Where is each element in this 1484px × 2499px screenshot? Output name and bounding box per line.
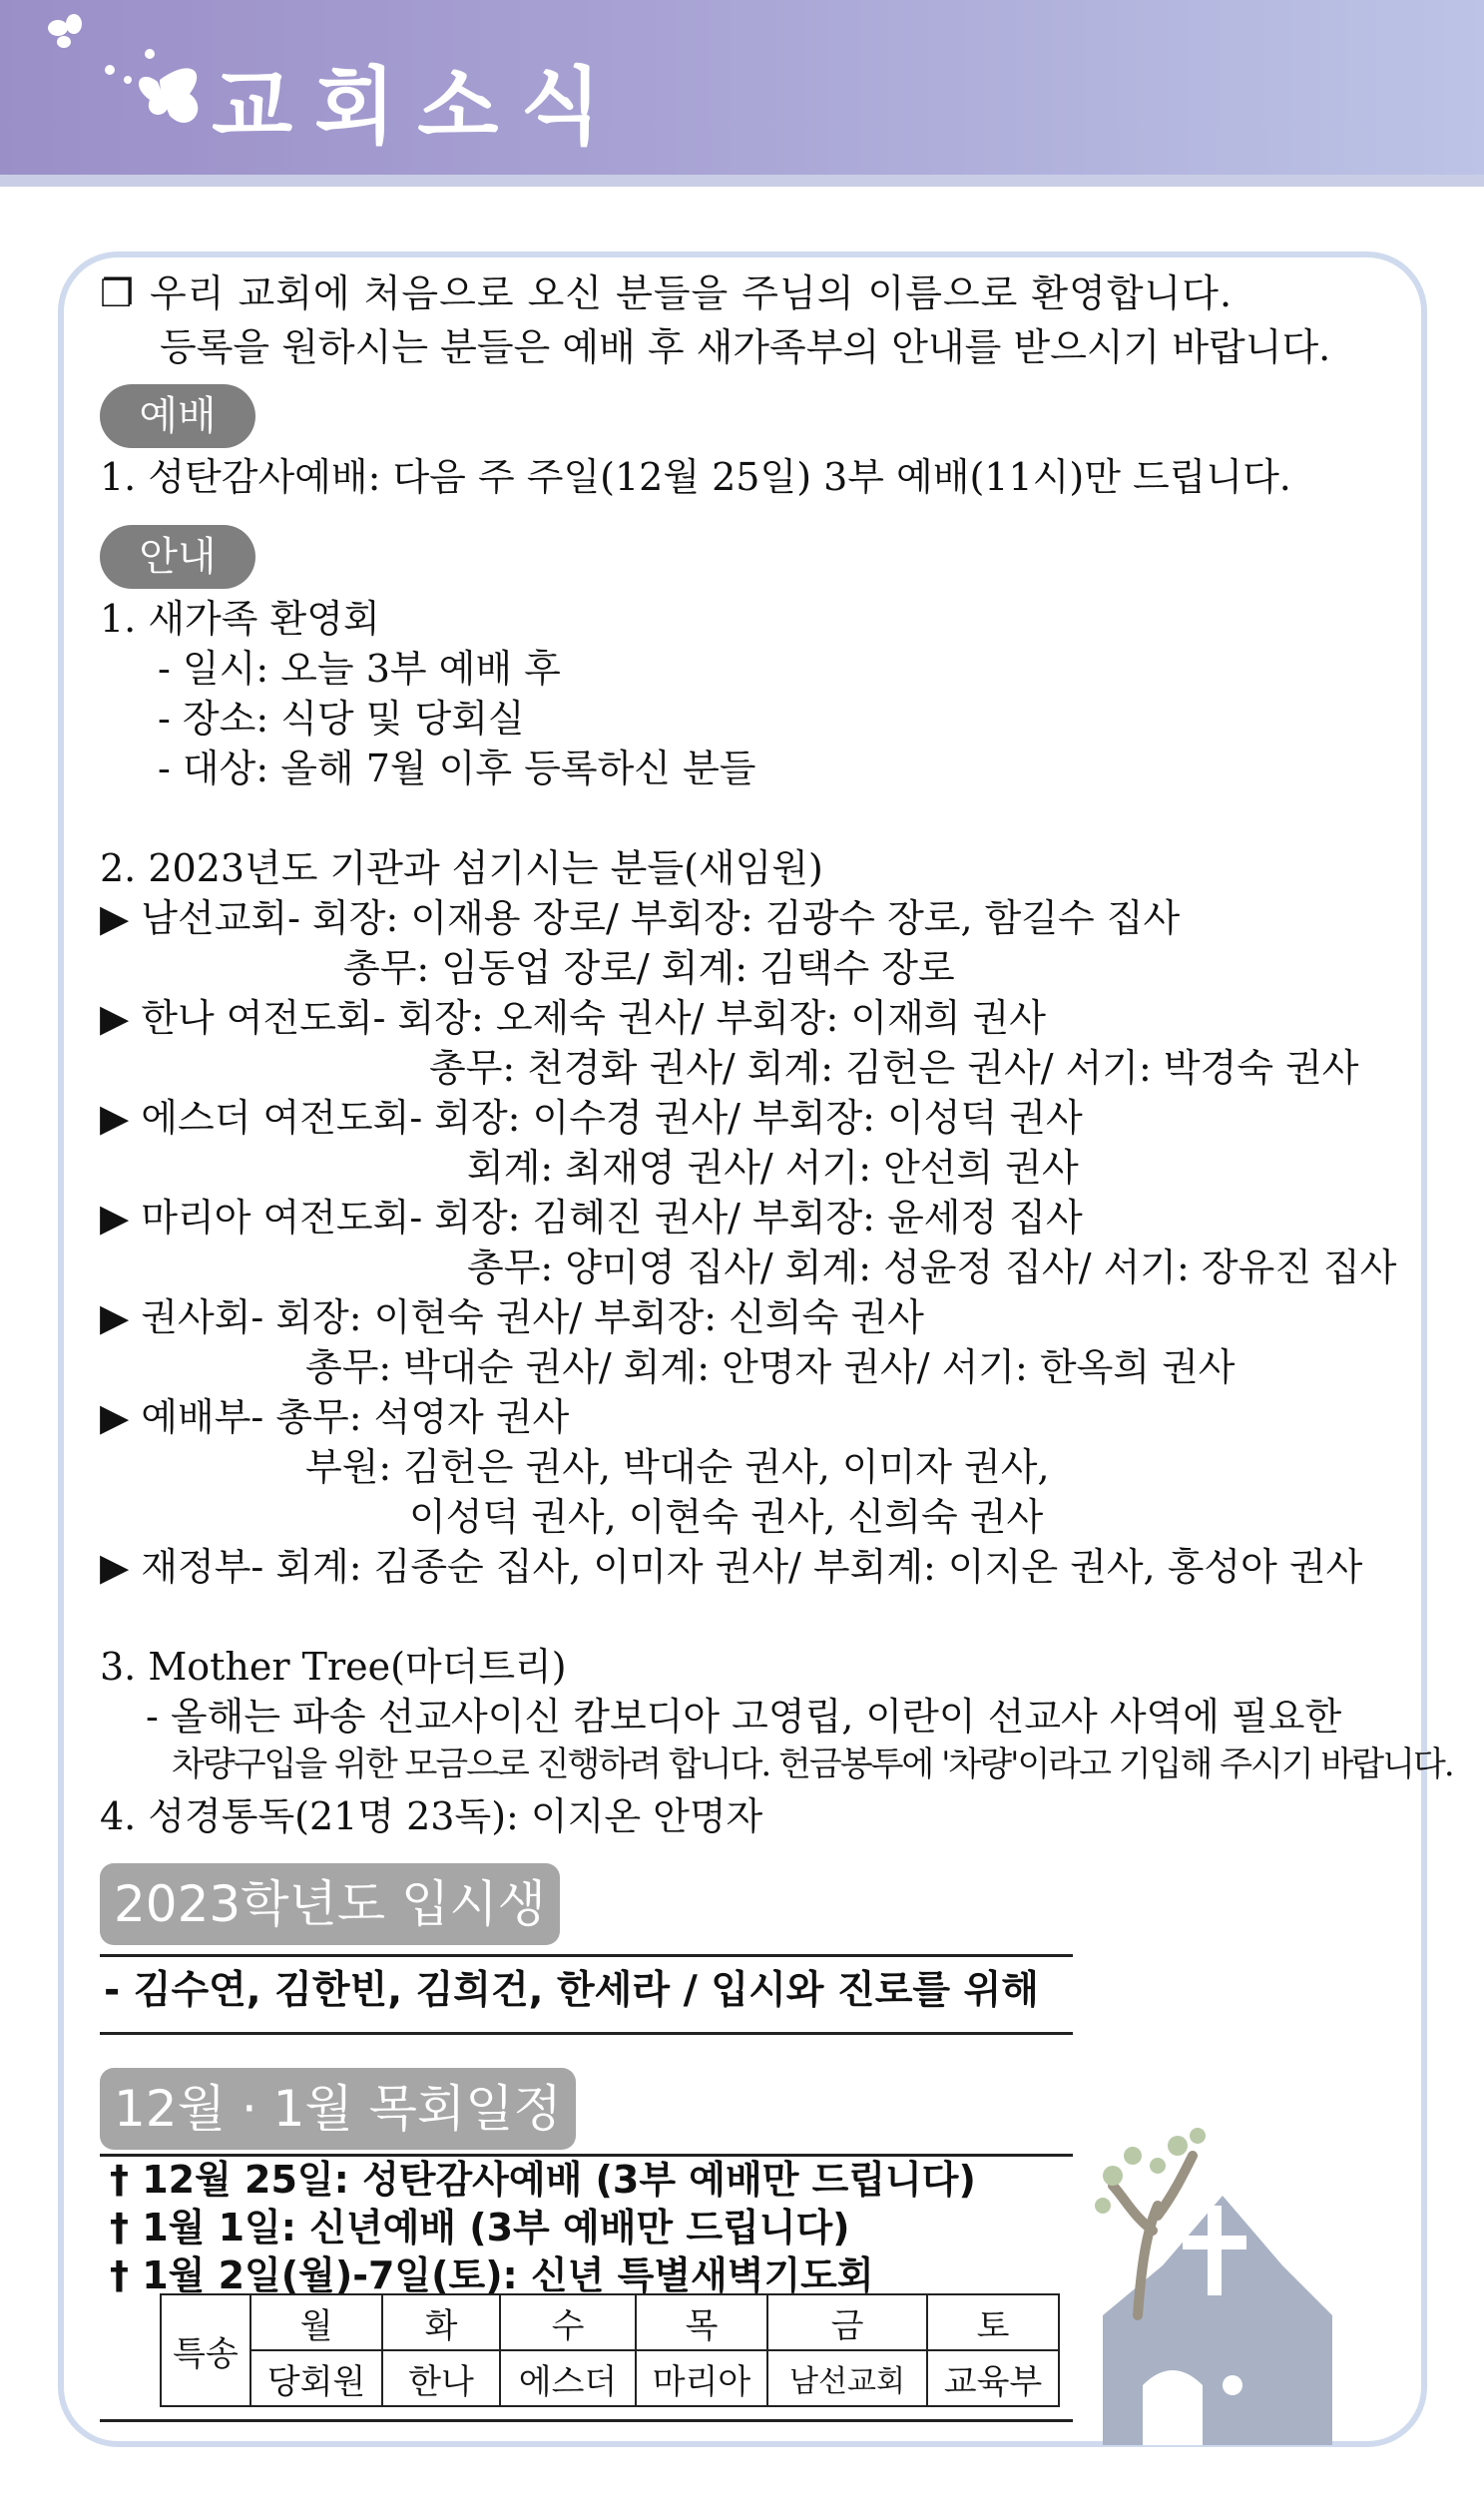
day-header: 토 xyxy=(927,2294,1059,2350)
notice-line: 총무: 양미영 집사/ 회계: 성윤정 집사/ 서기: 장유진 집사 xyxy=(467,1246,1397,1289)
group-cell: 교육부 xyxy=(927,2350,1059,2406)
notice-line: 차량구입을 위한 모금으로 진행하려 합니다. 헌금봉투에 '차량'이라고 기입해 주시기 바랍니다. xyxy=(172,1745,1453,1784)
group-cell: 에스더 xyxy=(500,2350,636,2406)
notice-line: 3. Mother Tree(마더트리) xyxy=(100,1645,567,1689)
welcome-line-2: 등록을 원하시는 분들은 예배 후 새가족부의 안내를 받으시기 바랍니다. xyxy=(160,325,1331,369)
day-header: 월 xyxy=(250,2294,382,2350)
notice-line: 회계: 최재영 권사/ 서기: 안선희 권사 xyxy=(467,1146,1079,1190)
day-header: 금 xyxy=(767,2294,927,2350)
notice-line: 총무: 임동업 장로/ 회계: 김택수 장로 xyxy=(343,946,955,990)
group-cell: 한나 xyxy=(382,2350,500,2406)
notice-line: 2. 2023년도 기관과 섬기시는 분들(새임원) xyxy=(100,846,823,890)
notice-line: 총무: 박대순 권사/ 회계: 안명자 권사/ 서기: 한옥희 권사 xyxy=(305,1345,1236,1389)
schedule-rule-top xyxy=(100,2154,1073,2157)
day-header: 수 xyxy=(500,2294,636,2350)
schedule-item: † 12월 25일: 성탄감사예배 (3부 예배만 드립니다) xyxy=(110,2158,976,2202)
notice-line: ▶ 한나 여전도회- 회장: 오제숙 권사/ 부회장: 이재희 권사 xyxy=(100,996,1046,1040)
notice-label: 안내 xyxy=(100,525,255,589)
notice-line: 이성덕 권사, 이현숙 권사, 신희숙 권사 xyxy=(409,1495,1044,1539)
notice-line: ▶ 권사회- 회장: 이현숙 권사/ 부회장: 신희숙 권사 xyxy=(100,1295,924,1339)
group-cell: 남선교회 xyxy=(767,2350,927,2406)
exam-label: 2023학년도 입시생 xyxy=(100,1863,560,1945)
notice-line: ▶ 예배부- 총무: 석영자 권사 xyxy=(100,1395,570,1439)
schedule-rule-bottom xyxy=(100,2419,1073,2422)
worship-label: 예배 xyxy=(100,384,255,448)
day-header: 화 xyxy=(382,2294,500,2350)
notice-line: ▶ 에스더 여전도회- 회장: 이수경 권사/ 부회장: 이성덕 권사 xyxy=(100,1096,1083,1140)
notice-line: 부원: 김헌은 권사, 박대순 권사, 이미자 권사, xyxy=(305,1445,1050,1489)
exam-rule-top xyxy=(100,1954,1073,1957)
welcome-line-1: 우리 교회에 처음으로 오신 분들을 주님의 이름으로 환영합니다. xyxy=(150,271,1234,315)
notice-line: ▶ 남선교회- 회장: 이재용 장로/ 부회장: 김광수 장로, 함길수 집사 xyxy=(100,896,1181,940)
worship-item: 1. 성탄감사예배: 다음 주 주일(12월 25일) 3부 예배(11시)만 드립니다. xyxy=(100,455,1291,499)
exam-rule-bottom xyxy=(100,2032,1073,2035)
notice-line: - 장소: 식당 및 당회실 xyxy=(158,697,525,741)
prayer-week-table xyxy=(160,2293,1060,2407)
welcome-bullet-icon: ❐ xyxy=(100,271,135,315)
header-strip xyxy=(0,175,1484,187)
group-cell: 당회원 xyxy=(250,2350,382,2406)
notice-line: - 대상: 올해 7월 이후 등록하신 분들 xyxy=(158,747,756,790)
schedule-label: 12월 · 1월 목회일정 xyxy=(100,2068,576,2150)
day-header: 목 xyxy=(636,2294,767,2350)
notice-line: 총무: 천경화 권사/ 회계: 김헌은 권사/ 서기: 박경숙 권사 xyxy=(429,1046,1359,1090)
notice-line: - 일시: 오늘 3부 예배 후 xyxy=(158,647,561,691)
special-song-label: 특송 xyxy=(161,2294,250,2406)
notice-line: - 올해는 파송 선교사이신 캄보디아 고영립, 이란이 선교사 사역에 필요한 xyxy=(146,1695,1342,1739)
exam-text: - 김수연, 김한빈, 김희건, 한세라 / 입시와 진로를 위해 xyxy=(104,1968,1039,2013)
church-tree-illustration xyxy=(1083,2116,1382,2445)
group-cell: 마리아 xyxy=(636,2350,767,2406)
notice-line: ▶ 마리아 여전도회- 회장: 김혜진 권사/ 부회장: 윤세정 집사 xyxy=(100,1196,1083,1240)
notice-line: ▶ 재정부- 회계: 김종순 집사, 이미자 권사/ 부회계: 이지온 권사, 홍성아 권사 xyxy=(100,1545,1363,1589)
notice-line: 1. 새가족 환영회 xyxy=(100,597,380,641)
butterfly-icon xyxy=(40,8,210,138)
notice-line: 4. 성경통독(21명 23독): 이지온 안명자 xyxy=(100,1794,763,1838)
header-banner xyxy=(0,0,1484,175)
page-title: 교회소식 xyxy=(212,58,624,156)
schedule-item: † 1월 2일(월)-7일(토): 신년 특별새벽기도회 xyxy=(110,2253,874,2297)
schedule-item: † 1월 1일: 신년예배 (3부 예배만 드립니다) xyxy=(110,2206,850,2249)
